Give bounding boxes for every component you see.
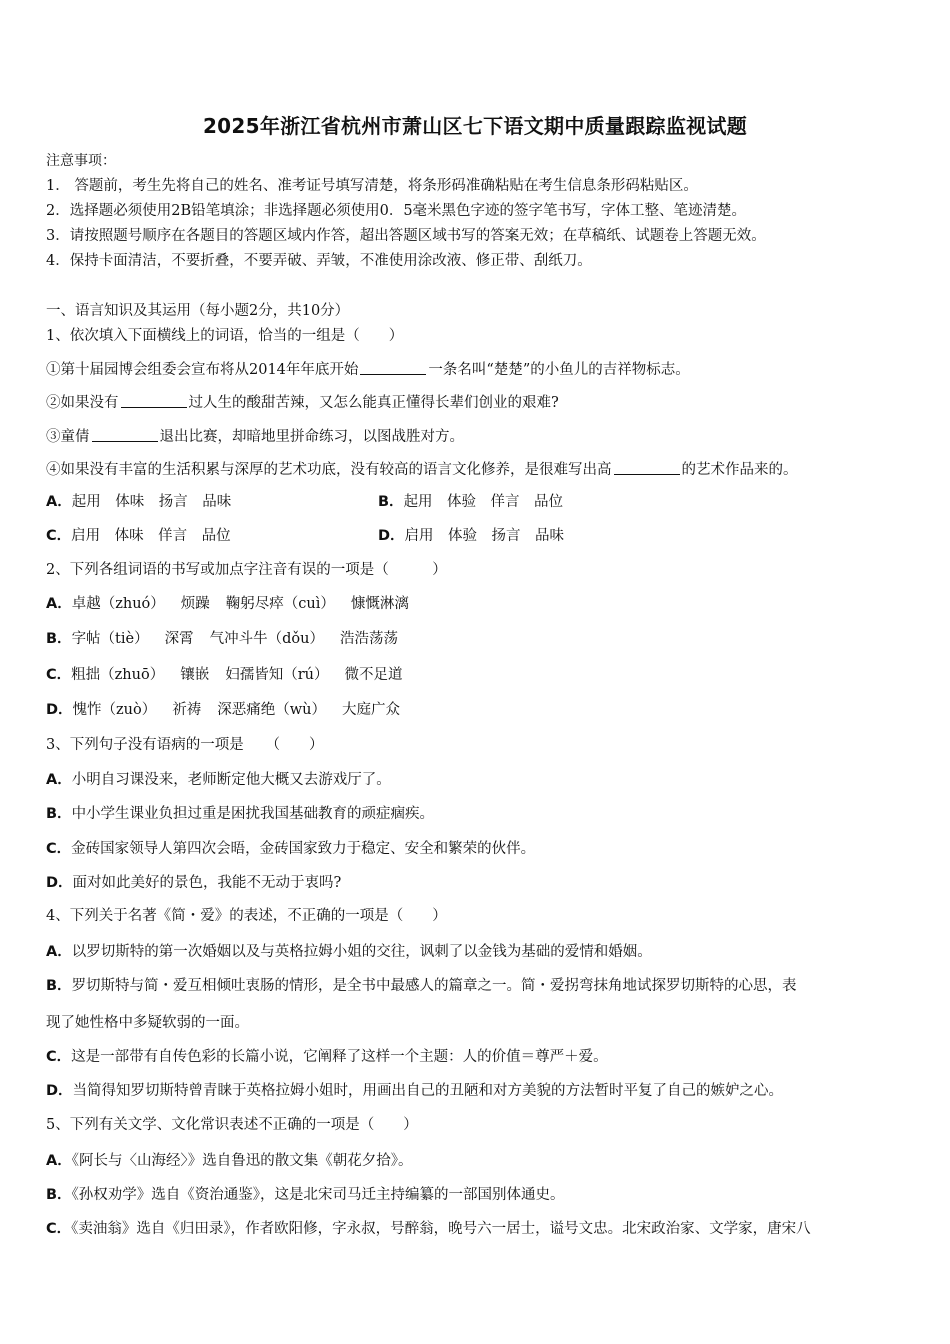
- q1-s3-part1: ③童倩: [46, 429, 90, 445]
- q1-sentence-1: [46, 359, 690, 380]
- option-label: B．: [46, 978, 72, 994]
- option-text: 面对如此美好的景色，我能不无动于衷吗?: [72, 875, 342, 891]
- q5-stem: 5、下列有关文学、文化常识表述不正确的一项是（ ）: [46, 1117, 418, 1133]
- option-text: 当简得知罗切斯特曾青睐于英格拉姆小姐时，用画出自己的丑陋和对方美貌的方法暂时平复了自己的嫉妒之心。: [72, 1083, 784, 1099]
- notice-item-4: 4．保持卡面清洁，不要折叠，不要弄破、弄皱，不准使用涂改液、修正带、刮纸刀。: [46, 253, 592, 269]
- q4-option-c: [46, 1047, 608, 1067]
- option-text: 小明自习课没来，老师断定他大概又去游戏厅了。: [71, 772, 391, 788]
- option-label: B．: [378, 494, 404, 510]
- q3-option-d: [46, 873, 341, 893]
- word: 卓越（zhuó）: [71, 596, 165, 612]
- option-text: 启用 体味 佯言 品位: [71, 528, 231, 544]
- option-text: 金砖国家领导人第四次会晤，金砖国家致力于稳定、安全和繁荣的伙伴。: [71, 841, 536, 857]
- q1-s4-part1: ④如果没有丰富的生活积累与深厚的艺术功底，没有较高的语言文化修养，是很难写出高: [46, 462, 612, 478]
- option-text: 起用 体验 佯言 品位: [403, 494, 564, 510]
- option-label: C．: [46, 667, 72, 683]
- notice-item-1: 1． 答题前，考生先将自己的姓名、准考证号填写清楚，将条形码准确粘贴在考生信息条形码粘贴区。: [46, 178, 698, 194]
- option-text: 这是一部带有自传色彩的长篇小说，它阐释了这样一个主题：人的价值＝尊严＋爱。: [71, 1049, 608, 1065]
- option-label: B．: [46, 631, 72, 647]
- option-label: D．: [46, 875, 73, 891]
- q4-option-a: [46, 942, 652, 962]
- word: 镶嵌: [180, 667, 210, 683]
- option-label: B．: [46, 806, 72, 822]
- q1-s4-part2: 的艺术作品来的。: [681, 462, 798, 478]
- q2-option-a: [46, 594, 409, 614]
- q4-option-b-cont: 现了她性格中多疑软弱的一面。: [46, 1015, 249, 1031]
- word: 深恶痛绝（wù）: [217, 702, 327, 718]
- section-heading: 一、语言知识及其运用（每小题2分，共10分）: [46, 303, 350, 319]
- q1-s2-part2: 过人生的酸甜苦辣，又怎么能真正懂得长辈们创业的艰难?: [188, 395, 559, 411]
- option-label: D．: [46, 1083, 73, 1099]
- notice-item-3: 3．请按照题号顺序在各题目的答题区域内作答，超出答题区域书写的答案无效；在草稿纸、试题卷上答题无效。: [46, 228, 766, 244]
- option-text: 《阿长与〈山海经〉》选自鲁迅的散文集《朝花夕拾》。: [71, 1153, 413, 1169]
- word: 深霄: [164, 631, 194, 647]
- q1-option-c: [46, 526, 231, 546]
- q5-option-b: [46, 1185, 565, 1205]
- page-title: 2025年浙江省杭州市萧山区七下语文期中质量跟踪监视试题: [202, 114, 748, 138]
- word: 浩浩荡荡: [339, 631, 398, 647]
- q2-option-b: [46, 629, 398, 649]
- q4-option-b: [46, 976, 797, 996]
- q1-sentence-3: [46, 426, 464, 447]
- q2-stem: 2、下列各组词语的书写或加点字注音有误的一项是（ ）: [46, 562, 447, 578]
- q1-sentence-4: [46, 459, 798, 480]
- q4-option-d: [46, 1081, 783, 1101]
- q1-s3-part2: 退出比赛，却暗地里拼命练习，以图战胜对方。: [159, 429, 464, 445]
- fill-blank: [360, 359, 426, 375]
- q3-option-b: [46, 804, 434, 824]
- fill-blank: [92, 426, 158, 442]
- option-label: D．: [378, 528, 405, 544]
- q1-option-a: [46, 492, 231, 512]
- word: 微不足道: [344, 667, 403, 683]
- q3-option-c: [46, 839, 535, 859]
- q2-option-c: [46, 665, 402, 685]
- option-text: 《孙权劝学》选自《资治通鉴》，这是北宋司马迁主持编纂的一部国别体通史。: [71, 1187, 565, 1203]
- q1-s1-part2: 一条名叫“楚楚”的小鱼儿的吉祥物标志。: [428, 362, 690, 378]
- q3-option-a: [46, 770, 391, 790]
- option-text: 启用 体验 扬言 品味: [404, 528, 565, 544]
- option-label: C．: [46, 1221, 72, 1237]
- option-text: 以罗切斯特的第一次婚姻以及与英格拉姆小姐的交往，讽刺了以金钱为基础的爱情和婚姻。: [71, 944, 652, 960]
- q1-s1-part1: ①第十届园博会组委会宣布将从2014年年底开始: [46, 362, 359, 378]
- option-text: 起用 体味 扬言 品味: [71, 494, 232, 510]
- option-label: C．: [46, 1049, 72, 1065]
- option-label: D．: [46, 702, 73, 718]
- option-text: 《卖油翁》选自《归田录》，作者欧阳修，字永叔，号醉翁，晚号六一居士，谥号文忠。北宋政治家、文学家，唐宋八: [71, 1221, 811, 1237]
- word: 粗拙（zhuō）: [71, 667, 165, 683]
- option-label: C．: [46, 528, 72, 544]
- word: 鞠躬尽瘁（cuì）: [225, 596, 335, 612]
- word: 慷慨淋漓: [350, 596, 409, 612]
- word: 妇孺皆知（rú）: [225, 667, 329, 683]
- q1-option-b: [378, 492, 563, 512]
- option-text: 罗切斯特与简・爱互相倾吐衷肠的情形，是全书中最感人的篇章之一。简・爱拐弯抹角地试探罗切斯特的心思，表: [71, 978, 797, 994]
- q1-option-d: [378, 526, 564, 546]
- option-text: 中小学生课业负担过重是困扰我国基础教育的顽症痼疾。: [71, 806, 435, 822]
- option-label: A．: [46, 772, 72, 788]
- q1-s2-part1: ②如果没有: [46, 395, 119, 411]
- option-label: A．: [46, 944, 72, 960]
- option-label: B．: [46, 1187, 72, 1203]
- fill-blank: [614, 459, 680, 475]
- word: 祈祷: [172, 702, 202, 718]
- notice-heading: 注意事项：: [46, 153, 116, 169]
- q4-stem: 4、下列关于名著《简・爱》的表述，不正确的一项是（ ）: [46, 908, 447, 924]
- q3-stem: 3、下列句子没有语病的一项是 （ ）: [46, 737, 324, 753]
- word: 气冲斗牛（dǒu）: [209, 631, 324, 647]
- option-label: C．: [46, 841, 72, 857]
- q2-option-d: [46, 700, 400, 720]
- q1-stem: 1、依次填入下面横线上的词语，恰当的一组是（ ）: [46, 328, 404, 344]
- option-label: A．: [46, 494, 72, 510]
- q5-option-c: [46, 1219, 811, 1239]
- option-label: A．: [46, 596, 72, 612]
- word: 愧怍（zuò）: [72, 702, 157, 718]
- word: 烦躁: [180, 596, 210, 612]
- word: 字帖（tiè）: [71, 631, 149, 647]
- q1-sentence-2: [46, 392, 559, 413]
- q5-option-a: [46, 1151, 412, 1171]
- notice-item-2: 2．选择题必须使用2B铅笔填涂；非选择题必须使用0．5毫米黑色字迹的签字笔书写，字体工整、笔迹清楚。: [46, 203, 747, 219]
- word: 大庭广众: [342, 702, 401, 718]
- fill-blank: [121, 392, 187, 408]
- option-label: A．: [46, 1153, 72, 1169]
